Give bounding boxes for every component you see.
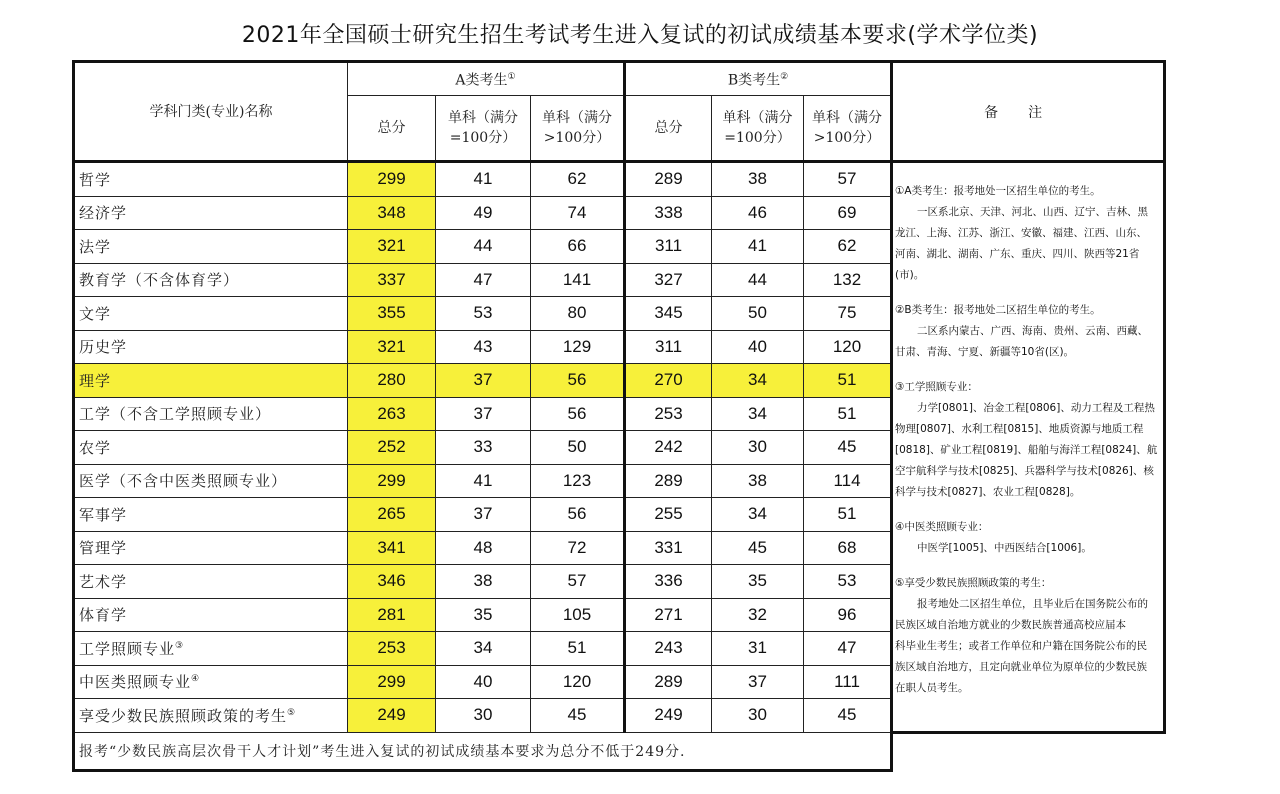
note-line: 河南、湖北、湖南、广东、重庆、四川、陕西等21省 [895,248,1140,260]
score-b-single-gt100: 57 [804,162,892,197]
note-section [895,181,1157,286]
score-a-single100: 35 [436,598,531,632]
score-b-single100: 34 [712,364,804,398]
score-b-single100: 50 [712,297,804,331]
subject-name: 军事学 [74,498,348,532]
header-a-single-100: 单科（满分 =100分） [436,96,531,162]
score-b-total: 242 [625,431,712,465]
note-line: 龙江、上海、江苏、浙江、安徽、福建、江西、山东、 [895,227,1147,239]
score-b-single100: 32 [712,598,804,632]
score-a-single-gt100: 141 [531,263,625,297]
score-a-total: 281 [348,598,436,632]
note-line: 物理[0807]、水利工程[0815]、地质资源与地质工程 [895,423,1144,435]
note-section [895,573,1157,699]
header-a-single-gt100: 单科（满分 >100分） [531,96,625,162]
score-a-total: 299 [348,665,436,699]
score-b-total: 289 [625,665,712,699]
score-a-single100: 41 [436,162,531,197]
note-section [895,377,1157,503]
score-b-single-gt100: 96 [804,598,892,632]
score-b-single-gt100: 51 [804,364,892,398]
score-a-total: 252 [348,431,436,465]
score-b-total: 289 [625,162,712,197]
subject-name: 经济学 [74,196,348,230]
subject-name: 管理学 [74,531,348,565]
score-a-single-gt100: 45 [531,699,625,733]
subject-name: 享受少数民族照顾政策的考生⑤ [74,699,348,733]
score-a-total: 321 [348,230,436,264]
note-line: 空宇航科学与技术[0825]、兵器科学与技术[0826]、核 [895,465,1154,477]
score-a-single100: 37 [436,397,531,431]
score-a-total: 249 [348,699,436,733]
score-a-total: 341 [348,531,436,565]
score-b-total: 311 [625,230,712,264]
note-line: 族区域自治地方，且定向就业单位为原单位的少数民族 [895,661,1147,673]
score-a-total: 355 [348,297,436,331]
score-b-total: 253 [625,397,712,431]
header-group-a: A类考生① [348,62,625,96]
score-a-single100: 48 [436,531,531,565]
score-b-single100: 31 [712,632,804,666]
score-b-single100: 44 [712,263,804,297]
note-line: 二区系内蒙古、广西、海南、贵州、云南、西藏、 [917,325,1148,337]
score-a-total: 265 [348,498,436,532]
score-b-total: 311 [625,330,712,364]
score-b-total: 255 [625,498,712,532]
score-b-total: 243 [625,632,712,666]
score-b-single100: 30 [712,699,804,733]
score-a-single-gt100: 74 [531,196,625,230]
score-b-total: 270 [625,364,712,398]
header-b-single-100: 单科（满分 =100分） [712,96,804,162]
score-a-single-gt100: 51 [531,632,625,666]
header-a-total: 总分 [348,96,436,162]
score-b-total: 327 [625,263,712,297]
score-a-single100: 47 [436,263,531,297]
score-a-single100: 40 [436,665,531,699]
note-title: ①A类考生：报考地处一区招生单位的考生。 [895,185,1101,197]
score-b-single100: 35 [712,565,804,599]
score-b-total: 271 [625,598,712,632]
note-line: 中医学[1005]、中西医结合[1006]。 [917,542,1092,554]
score-b-single100: 45 [712,531,804,565]
footer-note: 报考“少数民族高层次骨干人才计划”考生进入复试的初试成绩基本要求为总分不低于249分. [74,732,892,770]
score-b-total: 336 [625,565,712,599]
score-a-single100: 43 [436,330,531,364]
score-b-total: 345 [625,297,712,331]
subject-name: 工学（不含工学照顾专业） [74,397,348,431]
score-b-total: 289 [625,464,712,498]
score-a-single100: 44 [436,230,531,264]
score-b-single100: 34 [712,397,804,431]
note-line: 甘肃、青海、宁夏、新疆等10省(区)。 [895,346,1075,358]
score-b-single-gt100: 69 [804,196,892,230]
score-a-total: 263 [348,397,436,431]
note-line: 民族区域自治地方就业的少数民族普通高校应届本 [895,619,1126,631]
score-a-single-gt100: 105 [531,598,625,632]
subject-name: 哲学 [74,162,348,197]
score-a-single-gt100: 50 [531,431,625,465]
score-a-single-gt100: 56 [531,397,625,431]
note-line: [0818]、矿业工程[0819]、船舶与海洋工程[0824]、航 [895,444,1158,456]
header-b-total: 总分 [625,96,712,162]
subject-name: 农学 [74,431,348,465]
note-line: 在职人员考生。 [895,682,969,694]
subject-name: 医学（不含中医类照顾专业） [74,464,348,498]
score-b-single100: 41 [712,230,804,264]
notes-panel [892,162,1165,733]
score-a-single100: 33 [436,431,531,465]
table-row [74,162,1165,197]
score-b-single-gt100: 120 [804,330,892,364]
note-section [895,517,1157,559]
score-a-total: 299 [348,162,436,197]
score-b-single-gt100: 47 [804,632,892,666]
score-a-single-gt100: 80 [531,297,625,331]
score-a-total: 299 [348,464,436,498]
note-title: ③工学照顾专业： [895,381,978,393]
note-line: 科学与技术[0827]、农业工程[0828]。 [895,486,1081,498]
score-a-single100: 30 [436,699,531,733]
score-b-total: 331 [625,531,712,565]
score-a-single100: 49 [436,196,531,230]
score-a-single-gt100: 62 [531,162,625,197]
score-b-single-gt100: 51 [804,498,892,532]
score-b-single100: 46 [712,196,804,230]
note-section [895,300,1157,363]
score-b-single-gt100: 62 [804,230,892,264]
score-b-single100: 30 [712,431,804,465]
score-b-single-gt100: 68 [804,531,892,565]
score-b-single-gt100: 114 [804,464,892,498]
score-b-single100: 38 [712,162,804,197]
note-line: 报考地处二区招生单位，且毕业后在国务院公布的 [917,598,1148,610]
header-b-single-gt100: 单科（满分 >100分） [804,96,892,162]
score-b-single-gt100: 75 [804,297,892,331]
score-a-single100: 37 [436,364,531,398]
score-a-single100: 34 [436,632,531,666]
header-notes: 备注 [892,62,1165,162]
note-line: (市)。 [895,269,925,281]
note-line: 一区系北京、天津、河北、山西、辽宁、吉林、黑 [917,206,1148,218]
score-a-single-gt100: 129 [531,330,625,364]
note-title: ⑤享受少数民族照顾政策的考生： [895,577,1052,589]
score-a-single100: 37 [436,498,531,532]
subject-name: 教育学（不含体育学） [74,263,348,297]
page-title: 2021年全国硕士研究生招生考试考生进入复试的初试成绩基本要求(学术学位类) [241,23,1039,48]
subject-name: 艺术学 [74,565,348,599]
score-b-single-gt100: 51 [804,397,892,431]
score-a-single100: 38 [436,565,531,599]
note-line: 科毕业生考生；或者工作单位和户籍在国务院公布的民 [895,640,1147,652]
note-line: 力学[0801]、冶金工程[0806]、动力工程及工程热 [917,402,1155,414]
subject-name: 理学 [74,364,348,398]
header-group-b: B类考生② [625,62,892,96]
header-subject: 学科门类(专业)名称 [74,62,348,162]
score-b-single-gt100: 132 [804,263,892,297]
subject-name: 历史学 [74,330,348,364]
score-a-single-gt100: 56 [531,498,625,532]
score-b-single100: 37 [712,665,804,699]
score-b-single100: 38 [712,464,804,498]
subject-name: 工学照顾专业③ [74,632,348,666]
score-a-single100: 53 [436,297,531,331]
score-a-total: 280 [348,364,436,398]
score-b-single-gt100: 45 [804,431,892,465]
subject-name: 法学 [74,230,348,264]
score-a-single-gt100: 56 [531,364,625,398]
score-b-total: 249 [625,699,712,733]
score-a-total: 346 [348,565,436,599]
score-table [72,60,1166,772]
subject-name: 体育学 [74,598,348,632]
score-b-single-gt100: 111 [804,665,892,699]
score-a-total: 321 [348,330,436,364]
score-a-single-gt100: 72 [531,531,625,565]
score-a-single-gt100: 120 [531,665,625,699]
score-a-total: 337 [348,263,436,297]
score-b-total: 338 [625,196,712,230]
note-title: ④中医类照顾专业： [895,521,989,533]
score-b-single-gt100: 45 [804,699,892,733]
score-b-single-gt100: 53 [804,565,892,599]
score-b-single100: 34 [712,498,804,532]
score-a-single100: 41 [436,464,531,498]
score-a-total: 348 [348,196,436,230]
score-a-single-gt100: 123 [531,464,625,498]
score-a-single-gt100: 66 [531,230,625,264]
score-a-single-gt100: 57 [531,565,625,599]
subject-name: 文学 [74,297,348,331]
subject-name: 中医类照顾专业④ [74,665,348,699]
score-a-total: 253 [348,632,436,666]
note-title: ②B类考生：报考地处二区招生单位的考生。 [895,304,1101,316]
score-b-single100: 40 [712,330,804,364]
